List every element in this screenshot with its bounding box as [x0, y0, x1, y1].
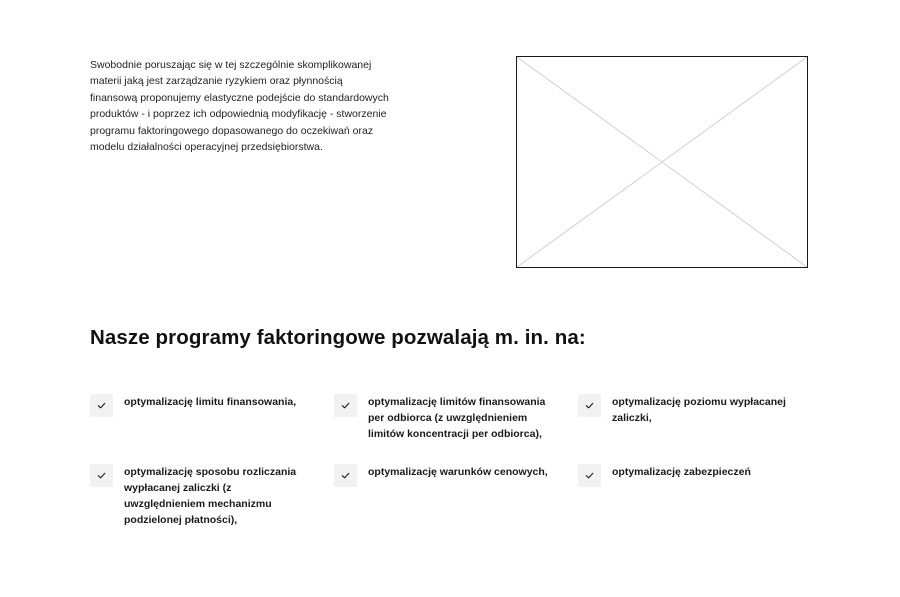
feature-label: optymalizację zabezpieczeń: [612, 466, 751, 478]
checkmark-icon: [578, 394, 601, 417]
checkmark-icon: [578, 464, 601, 487]
checkmark-icon: [334, 394, 357, 417]
section-heading: Nasze programy faktoringowe pozwalają m. in. na:: [90, 326, 586, 349]
checkmark-icon: [334, 464, 357, 487]
checkmark-icon: [90, 394, 113, 417]
image-placeholder-icon: [517, 57, 807, 267]
image-placeholder: [516, 56, 808, 268]
feature-label: optymalizację sposobu rozliczania wypłacanej zaliczki (z uwzględnieniem mechanizmu podzielonej płatności),: [124, 466, 297, 526]
intro-paragraph: Swobodnie poruszając się w tej szczególnie skomplikowanej materii jaką jest zarządzanie ryzykiem oraz płynnością finansową proponujemy elastyczne podejście do standardowych produktów - i poprzez ich odpowiednią modyfikację - stworzenie programu faktoringowego dopasowanego do oczekiwań oraz modelu działalności operacyjnej przedsiębiorstwa.: [90, 59, 389, 154]
feature-label: optymalizację limitów finansowania per odbiorca (z uwzględnieniem limitów koncentracji per odbiorca),: [368, 396, 546, 440]
feature-label: optymalizację limitu finansowania,: [124, 396, 297, 408]
feature-label: optymalizację poziomu wypłacanej zaliczki,: [612, 396, 786, 424]
checkmark-icon: [90, 464, 113, 487]
feature-label: optymalizację warunków cenowych,: [368, 466, 548, 478]
